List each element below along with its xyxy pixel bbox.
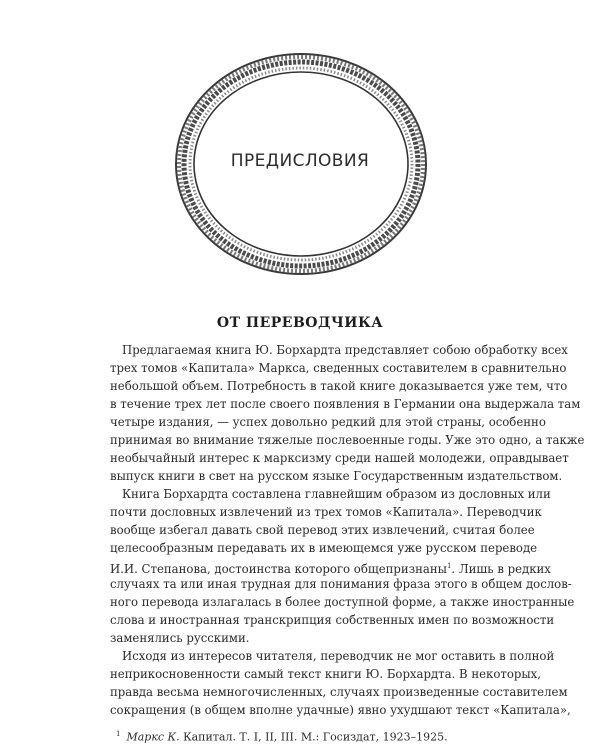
ornament-title: ПРЕДИСЛОВИЯ [230,151,370,171]
footnote [110,726,510,746]
body-text-segment: И.И. Степанова, достоинства которого общепризнаны [110,561,447,576]
body-line: вообще избегал давать свой перевод этих извлечений, считая более [110,523,535,537]
body-line: необычайный интерес к марксизму среди нашей молодежи, оправдывает [110,451,569,465]
body-line: принимая во внимание тяжелые послевоенные годы. Уже это одно, а также [110,433,585,447]
body-line: целесообразным передавать их в имеющемся уже русском переводе [110,541,538,555]
body-line: Исходя из интересов читателя, переводчик не мог оставить в полной [122,649,555,663]
footnote-number: 1 [116,730,121,738]
body-line: сокращения (в общем вполне удачные) явно ухудшают текст «Капитала», [110,703,571,717]
body-line: ного перевода излагалась в более доступной форме, а также иностранные [110,595,575,609]
body-line: четыре издания, — успех довольно редкий для этой страны, особенно [110,415,546,429]
body-line: Предлагаемая книга Ю. Борхардта представляет собою обработку всех [122,343,568,357]
body-line: заменялись русскими. [110,631,250,645]
footnote-author: Маркс К. [126,730,180,744]
footnote-text: Капитал. Т. I, II, III. М.: Госиздат, 1923–1925. [183,730,448,744]
section-heading: ОТ ПЕРЕВОДЧИКА [216,315,384,331]
footnote-reference[interactable]: 1 [446,562,452,570]
body-line: в течение трех лет после своего появления в Германии она выдержала там [110,397,581,411]
body-line: неприкосновенности самый текст книги Ю. Борхардта. В некоторых, [110,667,541,681]
body-line-with-footnote [110,557,551,576]
body-line: случаях та или иная трудная для понимания фраза этого в общем дослов- [110,577,572,591]
body-line: выпуск книги в свет на русском языке Государственным издательством. [110,469,563,483]
body-line: Книга Борхардта составлена главнейшим образом из дословных или [122,487,551,501]
body-line: слова и иностранная транскрипция собственных имен по возможности [110,613,555,627]
body-line: небольшой объем. Потребность в такой книге доказывается уже тем, что [110,379,568,393]
body-line: правда весьма немногочисленных, случаях произведенные составителем [110,685,568,699]
body-line: почти дословных извлечений из трех томов «Капитала». Переводчик [110,505,542,519]
body-text-segment: . Лишь в редких [451,561,551,576]
body-line: трех томов «Капитала» Маркса, сведенных составителем в сравнительно [110,361,567,375]
